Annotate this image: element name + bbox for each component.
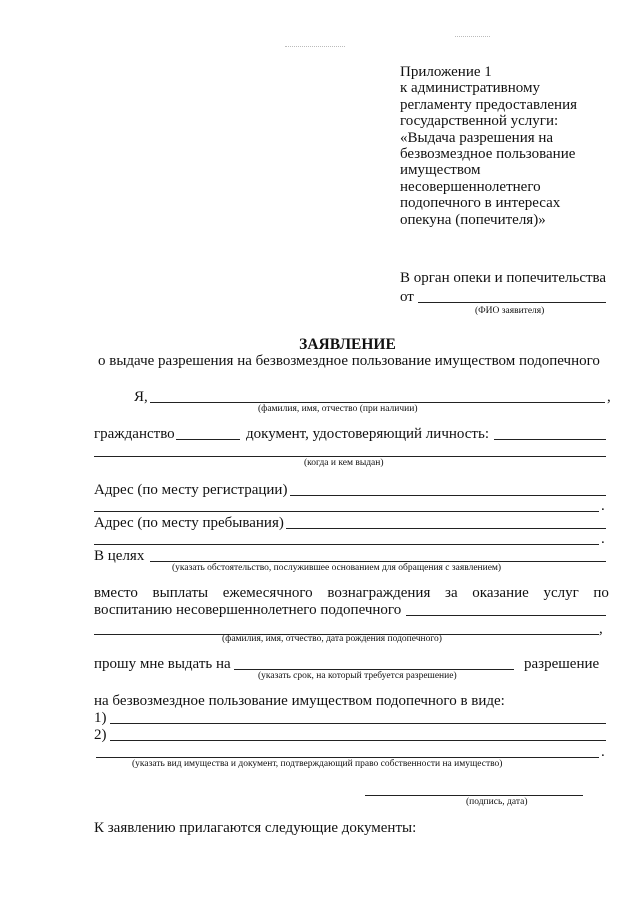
request-label: прошу мне выдать на — [94, 656, 231, 672]
annex-line: безвозмездное пользование — [400, 146, 576, 163]
id-issued-hint: (когда и кем выдан) — [304, 458, 384, 468]
signature-field[interactable] — [365, 795, 583, 796]
instead-line-2: воспитанию несовершеннолетнего подопечного — [94, 602, 402, 618]
signature-hint: (подпись, дата) — [466, 797, 528, 807]
addressee-from-label: от — [400, 289, 414, 305]
instead-word: ежемесячного — [222, 585, 313, 601]
citizenship-label: гражданство — [94, 426, 175, 442]
annex-line: государственной услуги: — [400, 113, 559, 130]
instead-word: вознаграждения — [327, 585, 431, 601]
annex-line: опекуна (попечителя)» — [400, 211, 546, 228]
stay-address-field[interactable] — [286, 528, 606, 529]
term-field[interactable] — [234, 669, 514, 670]
instead-word: по — [593, 585, 609, 601]
reg-address-period: . — [601, 498, 605, 514]
ward-comma: , — [599, 621, 603, 637]
addressee-to: В орган опеки и попечительства — [400, 270, 607, 286]
instead-word: оказание — [472, 585, 529, 601]
full-name-field[interactable] — [150, 402, 605, 403]
stay-address-field-2[interactable] — [94, 544, 599, 545]
stay-address-period: . — [601, 531, 605, 547]
annex-line: к административному — [400, 80, 540, 97]
permission-label: разрешение — [524, 656, 600, 672]
citizenship-field[interactable] — [176, 439, 240, 440]
ward-field[interactable] — [406, 615, 606, 616]
i-end-comma: , — [607, 389, 611, 405]
annex-line: регламенту предоставления — [400, 96, 578, 113]
annex-line: подопечного в интересах — [400, 195, 561, 212]
reg-address-field[interactable] — [290, 495, 606, 496]
reg-address-label: Адрес (по месту регистрации) — [94, 482, 288, 498]
property-item-2-field[interactable] — [110, 740, 606, 741]
document-title: ЗАЯВЛЕНИЕ — [299, 336, 396, 353]
id-document-field[interactable] — [494, 439, 606, 440]
applicant-name-hint: (ФИО заявителя) — [475, 306, 545, 316]
scan-mark — [285, 46, 345, 47]
property-hint: (указать вид имущества и документ, подтверждающий право собственности на имущество) — [132, 759, 503, 769]
item-1-label: 1) — [94, 710, 107, 726]
annex-line: несовершеннолетнего — [400, 178, 541, 195]
i-label: Я, — [134, 389, 148, 405]
instead-word: за — [445, 585, 458, 601]
annex-line: имуществом — [400, 162, 481, 179]
attachments-label: К заявлению прилагаются следующие документы: — [94, 820, 417, 836]
id-issued-field[interactable] — [94, 456, 606, 457]
purpose-hint: (указать обстоятельство, послужившее основанием для обращения с заявлением) — [172, 563, 502, 573]
item-2-label: 2) — [94, 727, 107, 743]
applicant-name-field[interactable] — [418, 302, 606, 303]
property-item-3-field[interactable] — [96, 757, 599, 758]
reg-address-field-2[interactable] — [94, 511, 599, 512]
full-name-hint: (фамилия, имя, отчество (при наличии) — [258, 404, 418, 414]
purpose-label: В целях — [94, 548, 145, 564]
instead-word: выплаты — [152, 585, 209, 601]
property-item-1-field[interactable] — [110, 723, 606, 724]
instead-line-1 — [94, 585, 609, 602]
property-period: . — [601, 744, 605, 760]
annex-block — [400, 64, 577, 228]
id-document-label: документ, удостоверяющий личность: — [246, 426, 489, 442]
scan-mark — [455, 36, 490, 37]
annex-line: Приложение 1 — [400, 64, 492, 80]
term-hint: (указать срок, на который требуется разрешение) — [258, 671, 457, 681]
instead-word: услуг — [543, 585, 579, 601]
annex-line: «Выдача разрешения на — [400, 129, 554, 146]
instead-word: вместо — [94, 585, 138, 601]
use-label: на безвозмездное пользование имуществом подопечного в виде: — [94, 693, 505, 709]
purpose-field[interactable] — [150, 561, 606, 562]
stay-address-label: Адрес (по месту пребывания) — [94, 515, 284, 531]
document-subtitle: о выдаче разрешения на безвозмездное пользование имуществом подопечного — [98, 353, 600, 369]
ward-hint: (фамилия, имя, отчество, дата рождения подопечного) — [222, 634, 442, 644]
